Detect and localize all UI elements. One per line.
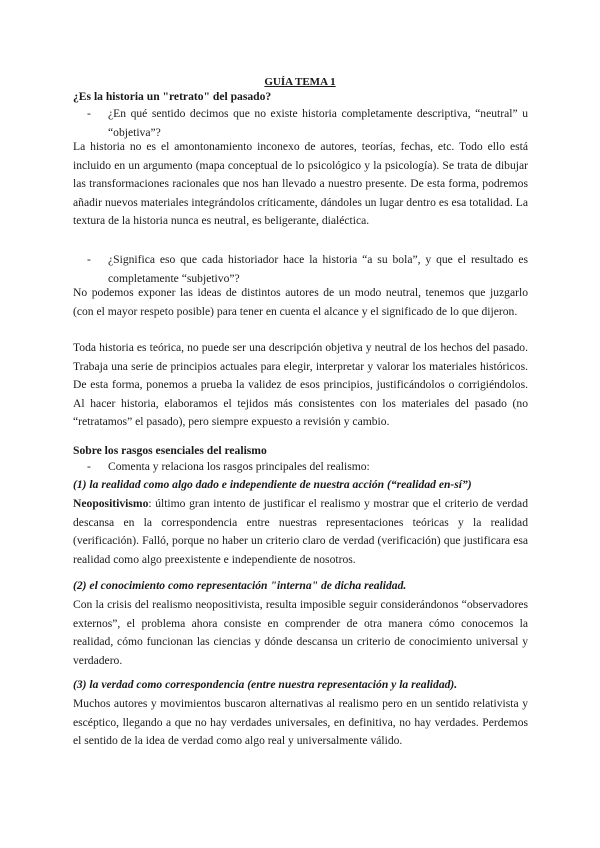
paragraph-conocimiento: Con la crisis del realismo neopositivista, resulta imposible seguir considerándonos “observadores externos”, el problema ahora consiste en comprender de otra manera cómo conocemos la realidad, cómo funcionan las ciencias y dónde descansa un criterio de conocimiento universal y verdadero. — [73, 598, 528, 667]
page-title: GUÍA TEMA 1 — [264, 76, 336, 88]
bullet-text: ¿Significa eso que cada historiador hace la historia “a su bola”, y que el resultado es completamente “subjetivo”? — [108, 253, 528, 285]
paragraph-historia-1: La historia no es el amontonamiento inconexo de autores, teorías, fechas, etc. Todo ello está incluido en un argumento (mapa conceptual de lo psicológico y la psicología). Se trata de dibujar las transformaciones racionales que nos han llevado a nuestro presente. De esta forma, podremos añadir nuevos materiales integrándolos críticamente, dándoles un lugar dentro es esa totalidad. La textura de la historia nunca es neutral, es beligerante, dialéctica. — [73, 140, 528, 228]
section-heading-historia: ¿Es la historia un "retrato" del pasado? — [73, 90, 272, 103]
subheading-realidad: (1) la realidad como algo dado e independiente de nuestra acción (“realidad en-sí”) — [73, 478, 472, 491]
term-neopositivismo: Neopositivismo — [73, 497, 149, 510]
paragraph-historia-3: Toda historia es teórica, no puede ser una descripción objetiva y neutral de los hechos del pasado. Trabaja una serie de principios actuales para elegir, interpretar y valorar los materiales históricos. De esta forma, ponemos a prueba la validez de esos principios, justificándolos o corrigiéndolos. Al hacer historia, elaboramos el tejidos más consistentes con los materiales del pasado (no “retratamos” el pasado), pero siempre expuesto a revisión y cambio. — [73, 341, 528, 429]
subheading-conocimiento: (2) el conocimiento como representación "interna" de dicha realidad. — [73, 579, 407, 592]
bullet-question-2 — [87, 251, 528, 288]
bullet-dash: - — [87, 460, 91, 473]
paragraph-verdad: Muchos autores y movimientos buscaron alternativas al realismo pero en un sentido relativista y escéptico, llegando a que no hay verdades universales, en definitiva, no hay verdades. Perdemos el sentido de la idea de verdad como algo real y universalmente válido. — [73, 697, 528, 748]
section-heading-realismo: Sobre los rasgos esenciales del realismo — [73, 444, 267, 457]
bullet-text: ¿En qué sentido decimos que no existe historia completamente descriptiva, “neutral” u “objetiva”? — [108, 107, 528, 139]
bullet-dash: - — [87, 107, 91, 120]
neopositivismo-text: : último gran intento de justificar el realismo y mostrar que el criterio de verdad descansa en la correspondencia entre nuestras representaciones teóricas y la realidad (verificación). Falló, porque no haber un criterio claro de verdad (verificación) que justificara esa realidad como algo preexistente e independiente de nosotros. — [73, 497, 528, 566]
bullet-comenta — [87, 458, 528, 477]
bullet-question-1 — [87, 105, 528, 142]
bullet-dash: - — [87, 253, 91, 266]
paragraph-neopositivismo — [73, 495, 528, 569]
paragraph-historia-2: No podemos exponer las ideas de distintos autores de un modo neutral, tenemos que juzgarlo (con el mayor respeto posible) para tener en cuenta el alcance y el significado de lo que dijeron. — [73, 286, 528, 318]
bullet-text: Comenta y relaciona los rasgos principales del realismo: — [108, 460, 370, 473]
subheading-verdad: (3) la verdad como correspondencia (entre nuestra representación y la realidad). — [73, 678, 458, 691]
